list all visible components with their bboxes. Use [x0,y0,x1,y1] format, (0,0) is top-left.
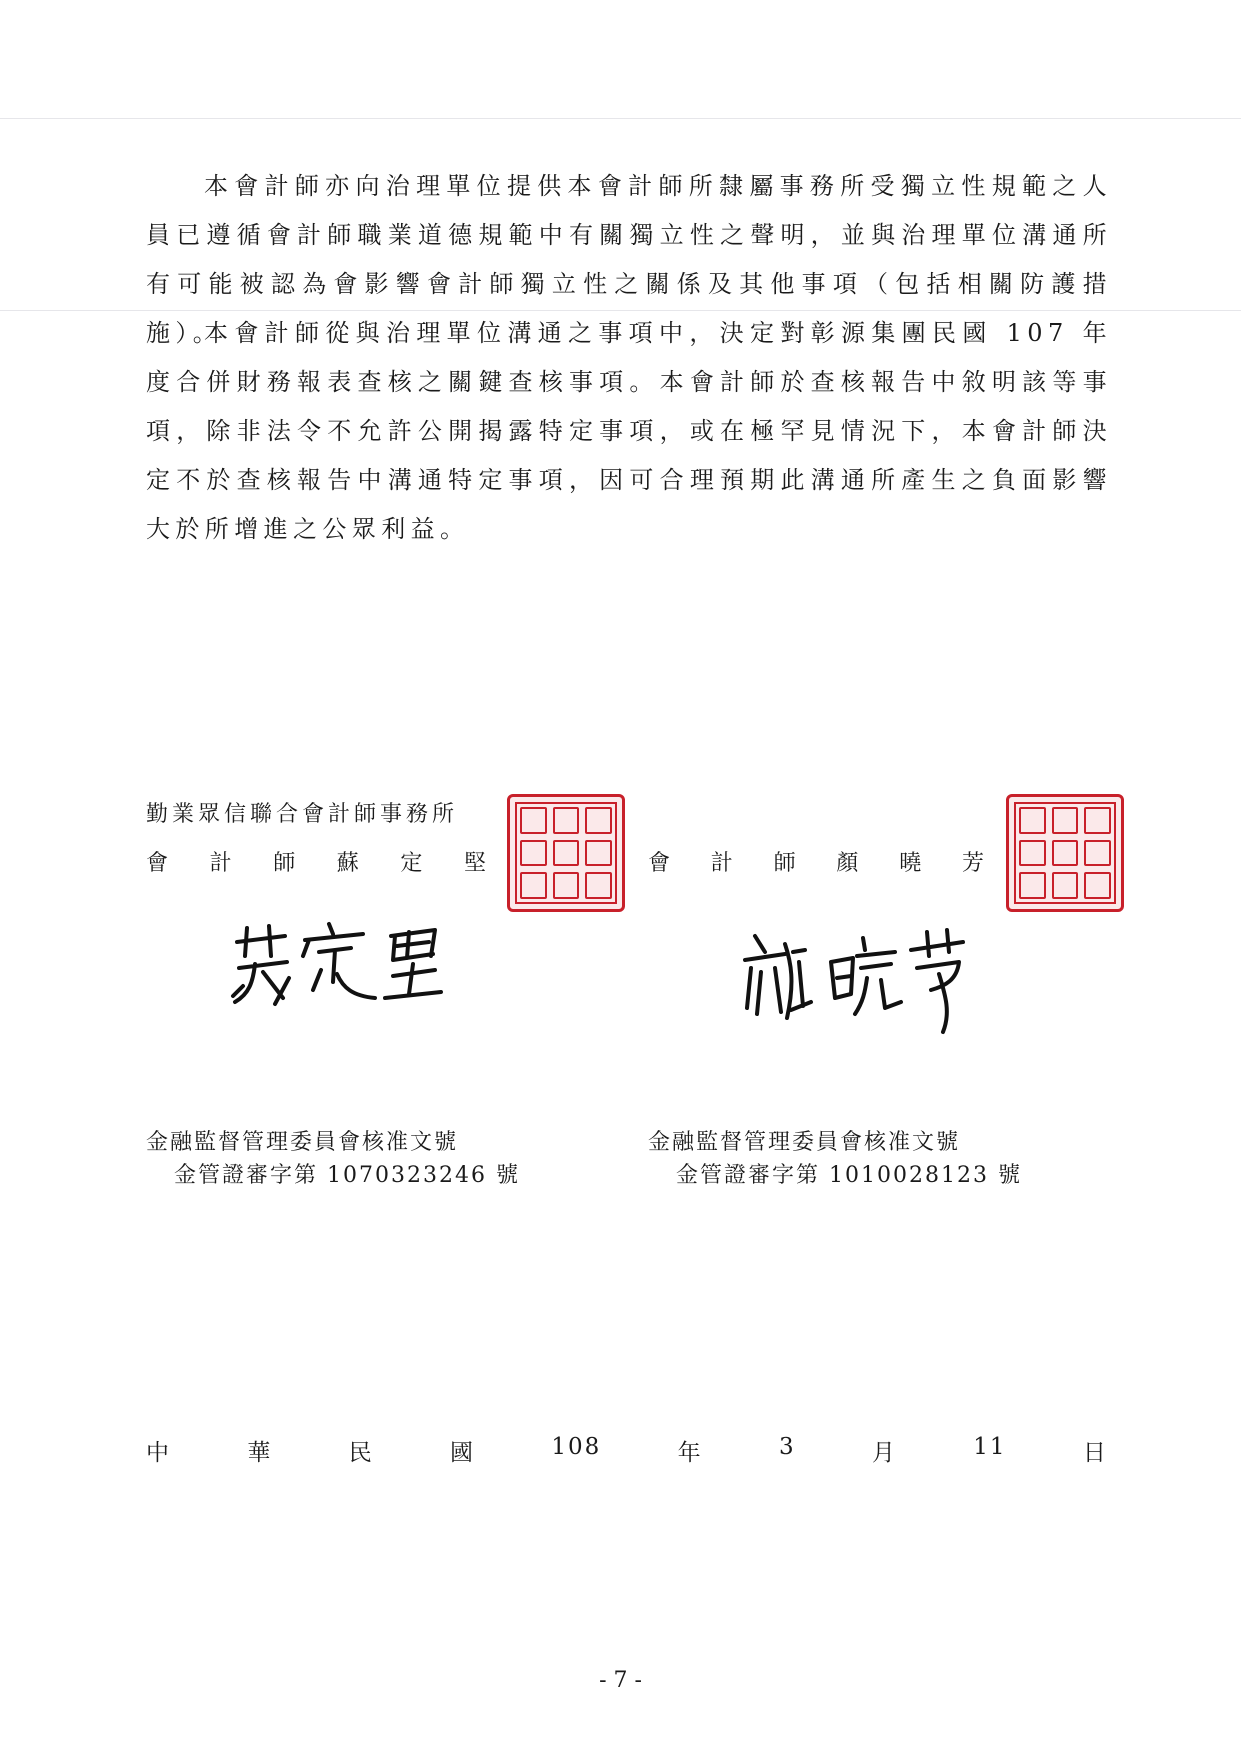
accountant-2-row [648,846,984,877]
accountant-2-title-char-1: 會 [648,851,671,876]
date-month-label: 月 [871,1440,897,1466]
accountant-2-title-char-3: 師 [773,851,796,876]
accountant-1-approval-number: 金管證審字第 1070323246 號 [174,1163,520,1188]
accountant-2-approval [648,1126,1022,1192]
date-char-4: 國 [450,1440,476,1466]
key-audit-matters-paragraph: 本會計師從與治理單位溝通之事項中，決定對彰源集團民國 107 年度合併財務報表查核之關鍵查核事項。本會計師於查核報告中敘明該等事項，除非法令不允許公開揭露特定事項，或在極罕見情況下，本會計師決定不於查核報告中溝通特定事項，因可合理預期此溝通所產生之負面影響大於所增進之公眾利益。 [146,319,1112,543]
accountant-1-title-char-2: 計 [209,851,232,876]
accountant-2-name-char-3: 芳 [961,851,984,876]
firm-name: 勤業眾信聯合會計師事務所 [146,802,459,827]
date-year: 108 [551,1434,602,1460]
accountant-1-name-char-3: 堅 [463,851,486,876]
date-day: 11 [973,1434,1007,1460]
accountant-1-approval-authority: 金融監督管理委員會核准文號 [146,1130,459,1155]
date-char-1: 中 [146,1440,171,1466]
scan-line-top [0,118,1241,119]
accountant-1-name-char-1: 蘇 [336,851,359,876]
date-year-label: 年 [677,1440,703,1466]
accountant-2-signature [735,922,975,1042]
accountant-2-seal [1006,794,1124,912]
accountant-2-name-char-2: 曉 [899,851,922,876]
accountant-2-approval-number: 金管證審字第 1010028123 號 [676,1163,1022,1188]
date-char-3: 民 [348,1440,374,1466]
date-day-label: 日 [1082,1440,1108,1466]
accountant-1-title-char-1: 會 [146,851,169,876]
accountant-1-title-char-3: 師 [273,851,296,876]
page-number: - 7 - [599,1668,642,1693]
accountant-1-row [146,846,486,877]
accountant-1-approval [146,1126,520,1192]
accountant-1-seal [507,794,625,912]
accountant-2-title-char-2: 計 [710,851,733,876]
report-date [146,1434,1108,1467]
accountant-2-name-char-1: 顏 [836,851,859,876]
accountant-1-signature [225,912,465,1012]
accountant-2-approval-authority: 金融監督管理委員會核准文號 [648,1130,961,1155]
accountant-1-name-char-2: 定 [400,851,423,876]
date-month: 3 [778,1434,796,1460]
date-char-2: 華 [247,1440,273,1466]
independence-paragraph: 本會計師亦向治理單位提供本會計師所隸屬事務所受獨立性規範之人員已遵循會計師職業道德規範中有關獨立性之聲明，並與治理單位溝通所有可能被認為會影響會計師獨立性之關係及其他事項（包括相關防護措施）。 [146,172,1112,347]
